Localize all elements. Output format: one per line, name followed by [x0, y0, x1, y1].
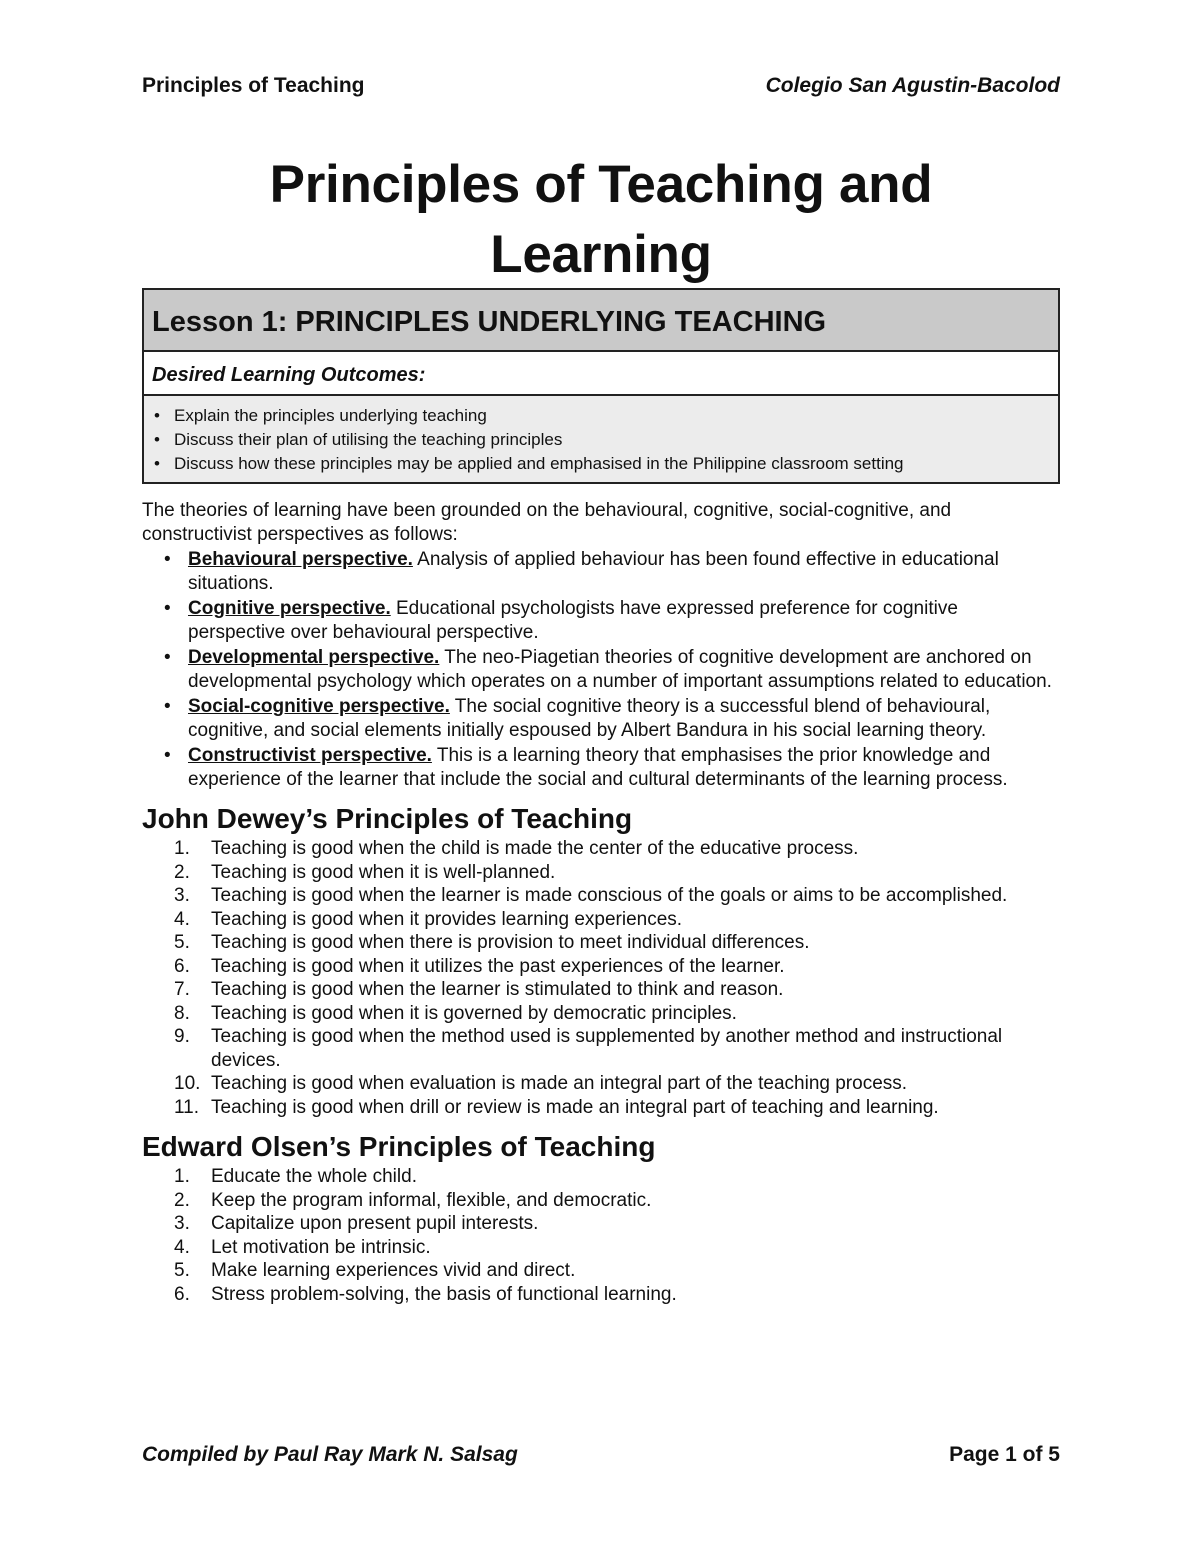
footer-page-number: Page 1 of 5 — [949, 1443, 1060, 1466]
outcome-item: • Explain the principles underlying teaching — [154, 404, 1050, 428]
perspectives-list — [142, 548, 1060, 791]
perspective-text: Analysis of applied behaviour has been found effective in educational situations. — [188, 549, 999, 594]
outcome-item: • Discuss how these principles may be applied and emphasised in the Philippine classroom setting — [154, 452, 1050, 476]
item-number: 7. — [174, 979, 190, 1000]
list-item — [142, 1025, 1060, 1072]
list-item — [142, 884, 1060, 908]
perspective-text: The neo-Piagetian theories of cognitive development are anchored on developmental psychology which operates on a number of important assumptions related to education. — [188, 647, 1052, 692]
olsen-principles-list — [142, 1165, 1060, 1306]
header-school-name: Colegio San Agustin-Bacolod — [765, 74, 1060, 97]
item-text: Teaching is good when the learner is stimulated to think and reason. — [211, 979, 784, 1000]
perspective-term: Social-cognitive perspective. — [188, 696, 450, 717]
item-number: 4. — [174, 908, 190, 930]
item-text: Let motivation be intrinsic. — [211, 1236, 431, 1258]
item-text: Stress problem-solving, the basis of functional learning. — [211, 1283, 677, 1305]
title-line-2: Learning — [490, 225, 712, 284]
list-item — [142, 908, 1060, 932]
perspective-text: This is a learning theory that emphasises the prior knowledge and experience of the learner that include the social and cultural determinants of the learning process. — [188, 745, 1008, 790]
item-number: 11. — [174, 1096, 200, 1118]
dewey-heading: John Dewey’s Principles of Teaching — [142, 803, 633, 834]
item-text: Teaching is good when the child is made the center of the educative process. — [211, 838, 859, 859]
perspective-item — [142, 695, 1060, 742]
item-text: Keep the program informal, flexible, and democratic. — [211, 1189, 652, 1211]
item-number: 1. — [174, 838, 190, 859]
list-item — [142, 1236, 1060, 1260]
document-body — [142, 499, 1060, 1306]
outcomes-label: Desired Learning Outcomes: — [144, 352, 1058, 396]
perspective-term: Behavioural perspective. — [188, 549, 413, 570]
item-number: 3. — [174, 885, 190, 906]
list-item — [142, 978, 1060, 1002]
item-text: Teaching is good when the method used is supplemented by another method and instructional devices. — [211, 1026, 1003, 1071]
item-text: Teaching is good when it provides learning experiences. — [211, 908, 683, 930]
list-item — [142, 1165, 1060, 1189]
title-line-1: Principles of Teaching and — [269, 155, 933, 214]
list-item — [142, 1096, 1060, 1120]
list-item — [142, 1002, 1060, 1026]
perspective-item — [142, 744, 1060, 791]
perspective-item — [142, 548, 1060, 595]
list-item — [142, 931, 1060, 955]
item-number: 9. — [174, 1026, 190, 1047]
perspective-text: Educational psychologists have expressed preference for cognitive perspective over behavioural perspective. — [188, 598, 958, 643]
item-text: Teaching is good when the learner is made conscious of the goals or aims to be accomplished. — [211, 885, 1008, 906]
item-text: Make learning experiences vivid and direct. — [211, 1260, 576, 1281]
perspective-term: Developmental perspective. — [188, 647, 440, 668]
perspective-term: Constructivist perspective. — [188, 745, 432, 766]
item-number: 2. — [174, 861, 190, 883]
item-text: Capitalize upon present pupil interests. — [211, 1213, 539, 1234]
item-number: 2. — [174, 1189, 190, 1211]
item-number: 6. — [174, 1283, 190, 1305]
item-number: 1. — [174, 1166, 190, 1187]
item-number: 3. — [174, 1213, 190, 1234]
list-item — [142, 955, 1060, 979]
item-number: 4. — [174, 1236, 190, 1258]
list-item — [142, 1189, 1060, 1213]
item-number: 6. — [174, 955, 190, 977]
perspective-item — [142, 597, 1060, 644]
item-text: Educate the whole child. — [211, 1166, 417, 1187]
header-course-title: Principles of Teaching — [142, 74, 365, 97]
list-item — [142, 1212, 1060, 1236]
perspective-term: Cognitive perspective. — [188, 598, 391, 619]
item-text: Teaching is good when drill or review is made an integral part of teaching and learning. — [211, 1096, 939, 1118]
lesson-box — [142, 288, 1060, 484]
list-item — [142, 837, 1060, 861]
olsen-heading: Edward Olsen’s Principles of Teaching — [142, 1131, 656, 1162]
item-text: Teaching is good when it is governed by democratic principles. — [211, 1002, 737, 1024]
list-item — [142, 861, 1060, 885]
document-title — [142, 150, 1060, 290]
list-item — [142, 1072, 1060, 1096]
item-text: Teaching is good when evaluation is made an integral part of the teaching process. — [211, 1073, 908, 1094]
running-footer — [142, 1443, 1060, 1471]
item-text: Teaching is good when it utilizes the past experiences of the learner. — [211, 955, 785, 977]
list-item — [142, 1259, 1060, 1283]
intro-paragraph: The theories of learning have been grounded on the behavioural, cognitive, social-cognitive, and constructivist perspectives as follows: — [142, 500, 952, 545]
item-number: 5. — [174, 932, 190, 953]
item-number: 10. — [174, 1073, 201, 1094]
item-number: 8. — [174, 1002, 190, 1024]
outcomes-panel — [144, 396, 1058, 482]
lesson-title: Lesson 1: PRINCIPLES UNDERLYING TEACHING — [144, 290, 1058, 352]
perspective-item — [142, 646, 1060, 693]
footer-compiler: Compiled by Paul Ray Mark N. Salsag — [142, 1443, 518, 1466]
outcomes-list — [154, 404, 1050, 476]
list-item — [142, 1283, 1060, 1307]
perspective-text: The social cognitive theory is a successful blend of behavioural, cognitive, and social elements initially espoused by Albert Bandura in his social learning theory. — [188, 696, 991, 741]
item-text: Teaching is good when it is well-planned. — [211, 861, 556, 883]
item-text: Teaching is good when there is provision to meet individual differences. — [211, 932, 810, 953]
outcome-item: • Discuss their plan of utilising the teaching principles — [154, 428, 1050, 452]
dewey-principles-list — [142, 837, 1060, 1119]
item-number: 5. — [174, 1260, 190, 1281]
running-header — [142, 74, 1060, 102]
